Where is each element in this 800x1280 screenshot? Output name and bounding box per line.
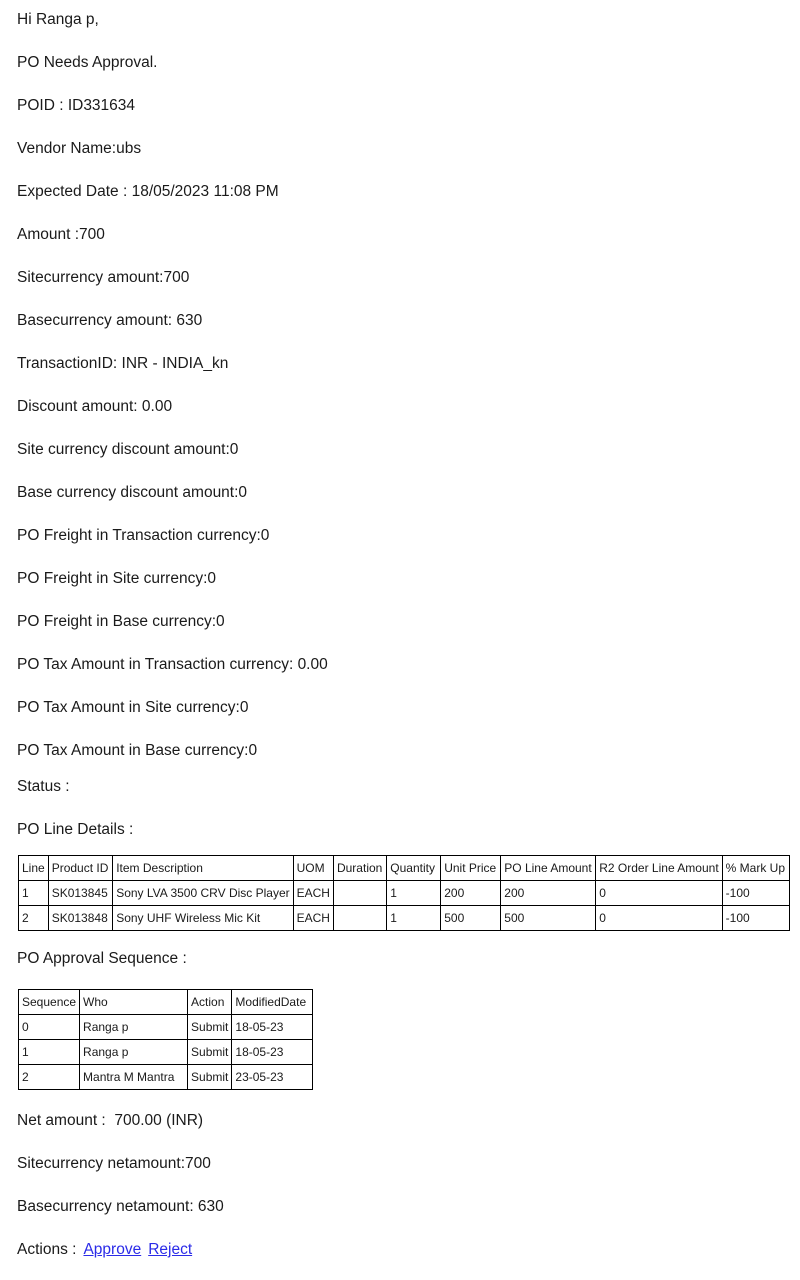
greeting: Hi Ranga p, bbox=[17, 11, 99, 28]
vendor-name-line: Vendor Name:ubs bbox=[17, 140, 142, 157]
cell-sequence: 1 bbox=[19, 1040, 80, 1065]
column-header-duration: Duration bbox=[333, 856, 386, 881]
po-freight-base-line: PO Freight in Base currency:0 bbox=[17, 613, 225, 630]
column-header-r2-order-line-amount: R2 Order Line Amount bbox=[596, 856, 722, 881]
cell-r2-order-line-amount: 0 bbox=[596, 906, 722, 931]
table-header-row bbox=[19, 856, 790, 881]
po-tax-base-line: PO Tax Amount in Base currency:0 bbox=[17, 742, 258, 759]
amount-line: Amount :700 bbox=[17, 226, 105, 243]
cell-mark-up: -100 bbox=[722, 881, 789, 906]
cell-product-id: SK013845 bbox=[48, 881, 113, 906]
column-header-modified-date: ModifiedDate bbox=[232, 990, 313, 1015]
cell-sequence: 2 bbox=[19, 1065, 80, 1090]
table-row bbox=[19, 906, 790, 931]
sitecurrency-amount-line: Sitecurrency amount:700 bbox=[17, 269, 190, 286]
cell-unit-price: 200 bbox=[441, 881, 501, 906]
cell-product-id: SK013848 bbox=[48, 906, 113, 931]
actions-line bbox=[17, 1242, 790, 1258]
cell-uom: EACH bbox=[293, 906, 333, 931]
table-row bbox=[19, 881, 790, 906]
cell-line: 2 bbox=[19, 906, 49, 931]
discount-amount-line: Discount amount: 0.00 bbox=[17, 398, 173, 415]
approve-link[interactable]: Approve bbox=[83, 1241, 142, 1258]
table-header-row bbox=[19, 990, 313, 1015]
cell-who: Mantra M Mantra bbox=[80, 1065, 188, 1090]
cell-modified-date: 18-05-23 bbox=[232, 1040, 313, 1065]
column-header-item-description: Item Description bbox=[113, 856, 293, 881]
reject-link[interactable]: Reject bbox=[148, 1241, 193, 1258]
table-row bbox=[19, 1065, 313, 1090]
poid-line: POID : ID331634 bbox=[17, 97, 136, 114]
cell-line: 1 bbox=[19, 881, 49, 906]
approval-sequence-table bbox=[18, 989, 313, 1090]
cell-mark-up: -100 bbox=[722, 906, 789, 931]
column-header-quantity: Quantity bbox=[387, 856, 441, 881]
cell-action: Submit bbox=[188, 1065, 232, 1090]
transaction-id-line: TransactionID: INR - INDIA_kn bbox=[17, 355, 229, 372]
table-row bbox=[19, 1015, 313, 1040]
column-header-sequence: Sequence bbox=[19, 990, 80, 1015]
po-freight-site-line: PO Freight in Site currency:0 bbox=[17, 570, 216, 587]
cell-item-description: Sony LVA 3500 CRV Disc Player bbox=[113, 881, 293, 906]
po-tax-site-line: PO Tax Amount in Site currency:0 bbox=[17, 699, 249, 716]
cell-modified-date: 23-05-23 bbox=[232, 1065, 313, 1090]
cell-action: Submit bbox=[188, 1040, 232, 1065]
cell-sequence: 0 bbox=[19, 1015, 80, 1040]
table-row bbox=[19, 1040, 313, 1065]
cell-who: Ranga p bbox=[80, 1040, 188, 1065]
cell-quantity: 1 bbox=[387, 881, 441, 906]
column-header-product-id: Product ID bbox=[48, 856, 113, 881]
cell-quantity: 1 bbox=[387, 906, 441, 931]
cell-duration bbox=[333, 881, 386, 906]
net-amount-line: Net amount : 700.00 (INR) bbox=[17, 1112, 204, 1129]
cell-po-line-amount: 500 bbox=[501, 906, 596, 931]
cell-uom: EACH bbox=[293, 881, 333, 906]
site-currency-discount-line: Site currency discount amount:0 bbox=[17, 441, 239, 458]
po-freight-transaction-line: PO Freight in Transaction currency:0 bbox=[17, 527, 270, 544]
po-line-details-table bbox=[18, 855, 790, 931]
cell-who: Ranga p bbox=[80, 1015, 188, 1040]
basecurrency-netamount-line: Basecurrency netamount: 630 bbox=[17, 1198, 224, 1215]
basecurrency-amount-line: Basecurrency amount: 630 bbox=[17, 312, 203, 329]
cell-action: Submit bbox=[188, 1015, 232, 1040]
po-approval-sequence-heading: PO Approval Sequence : bbox=[17, 950, 187, 967]
cell-po-line-amount: 200 bbox=[501, 881, 596, 906]
column-header-line: Line bbox=[19, 856, 49, 881]
column-header-mark-up: % Mark Up bbox=[722, 856, 789, 881]
po-tax-transaction-line: PO Tax Amount in Transaction currency: 0.00 bbox=[17, 656, 328, 673]
approval-notice: PO Needs Approval. bbox=[17, 54, 158, 71]
sitecurrency-netamount-line: Sitecurrency netamount:700 bbox=[17, 1155, 211, 1172]
base-currency-discount-line: Base currency discount amount:0 bbox=[17, 484, 248, 501]
cell-unit-price: 500 bbox=[441, 906, 501, 931]
cell-duration bbox=[333, 906, 386, 931]
status-line: Status : bbox=[17, 778, 70, 795]
column-header-po-line-amount: PO Line Amount bbox=[501, 856, 596, 881]
cell-item-description: Sony UHF Wireless Mic Kit bbox=[113, 906, 293, 931]
po-line-details-heading: PO Line Details : bbox=[17, 821, 134, 838]
column-header-who: Who bbox=[80, 990, 188, 1015]
cell-modified-date: 18-05-23 bbox=[232, 1015, 313, 1040]
column-header-uom: UOM bbox=[293, 856, 333, 881]
column-header-unit-price: Unit Price bbox=[441, 856, 501, 881]
actions-label: Actions : bbox=[17, 1241, 77, 1258]
expected-date-line: Expected Date : 18/05/2023 11:08 PM bbox=[17, 183, 279, 200]
cell-r2-order-line-amount: 0 bbox=[596, 881, 722, 906]
column-header-action: Action bbox=[188, 990, 232, 1015]
